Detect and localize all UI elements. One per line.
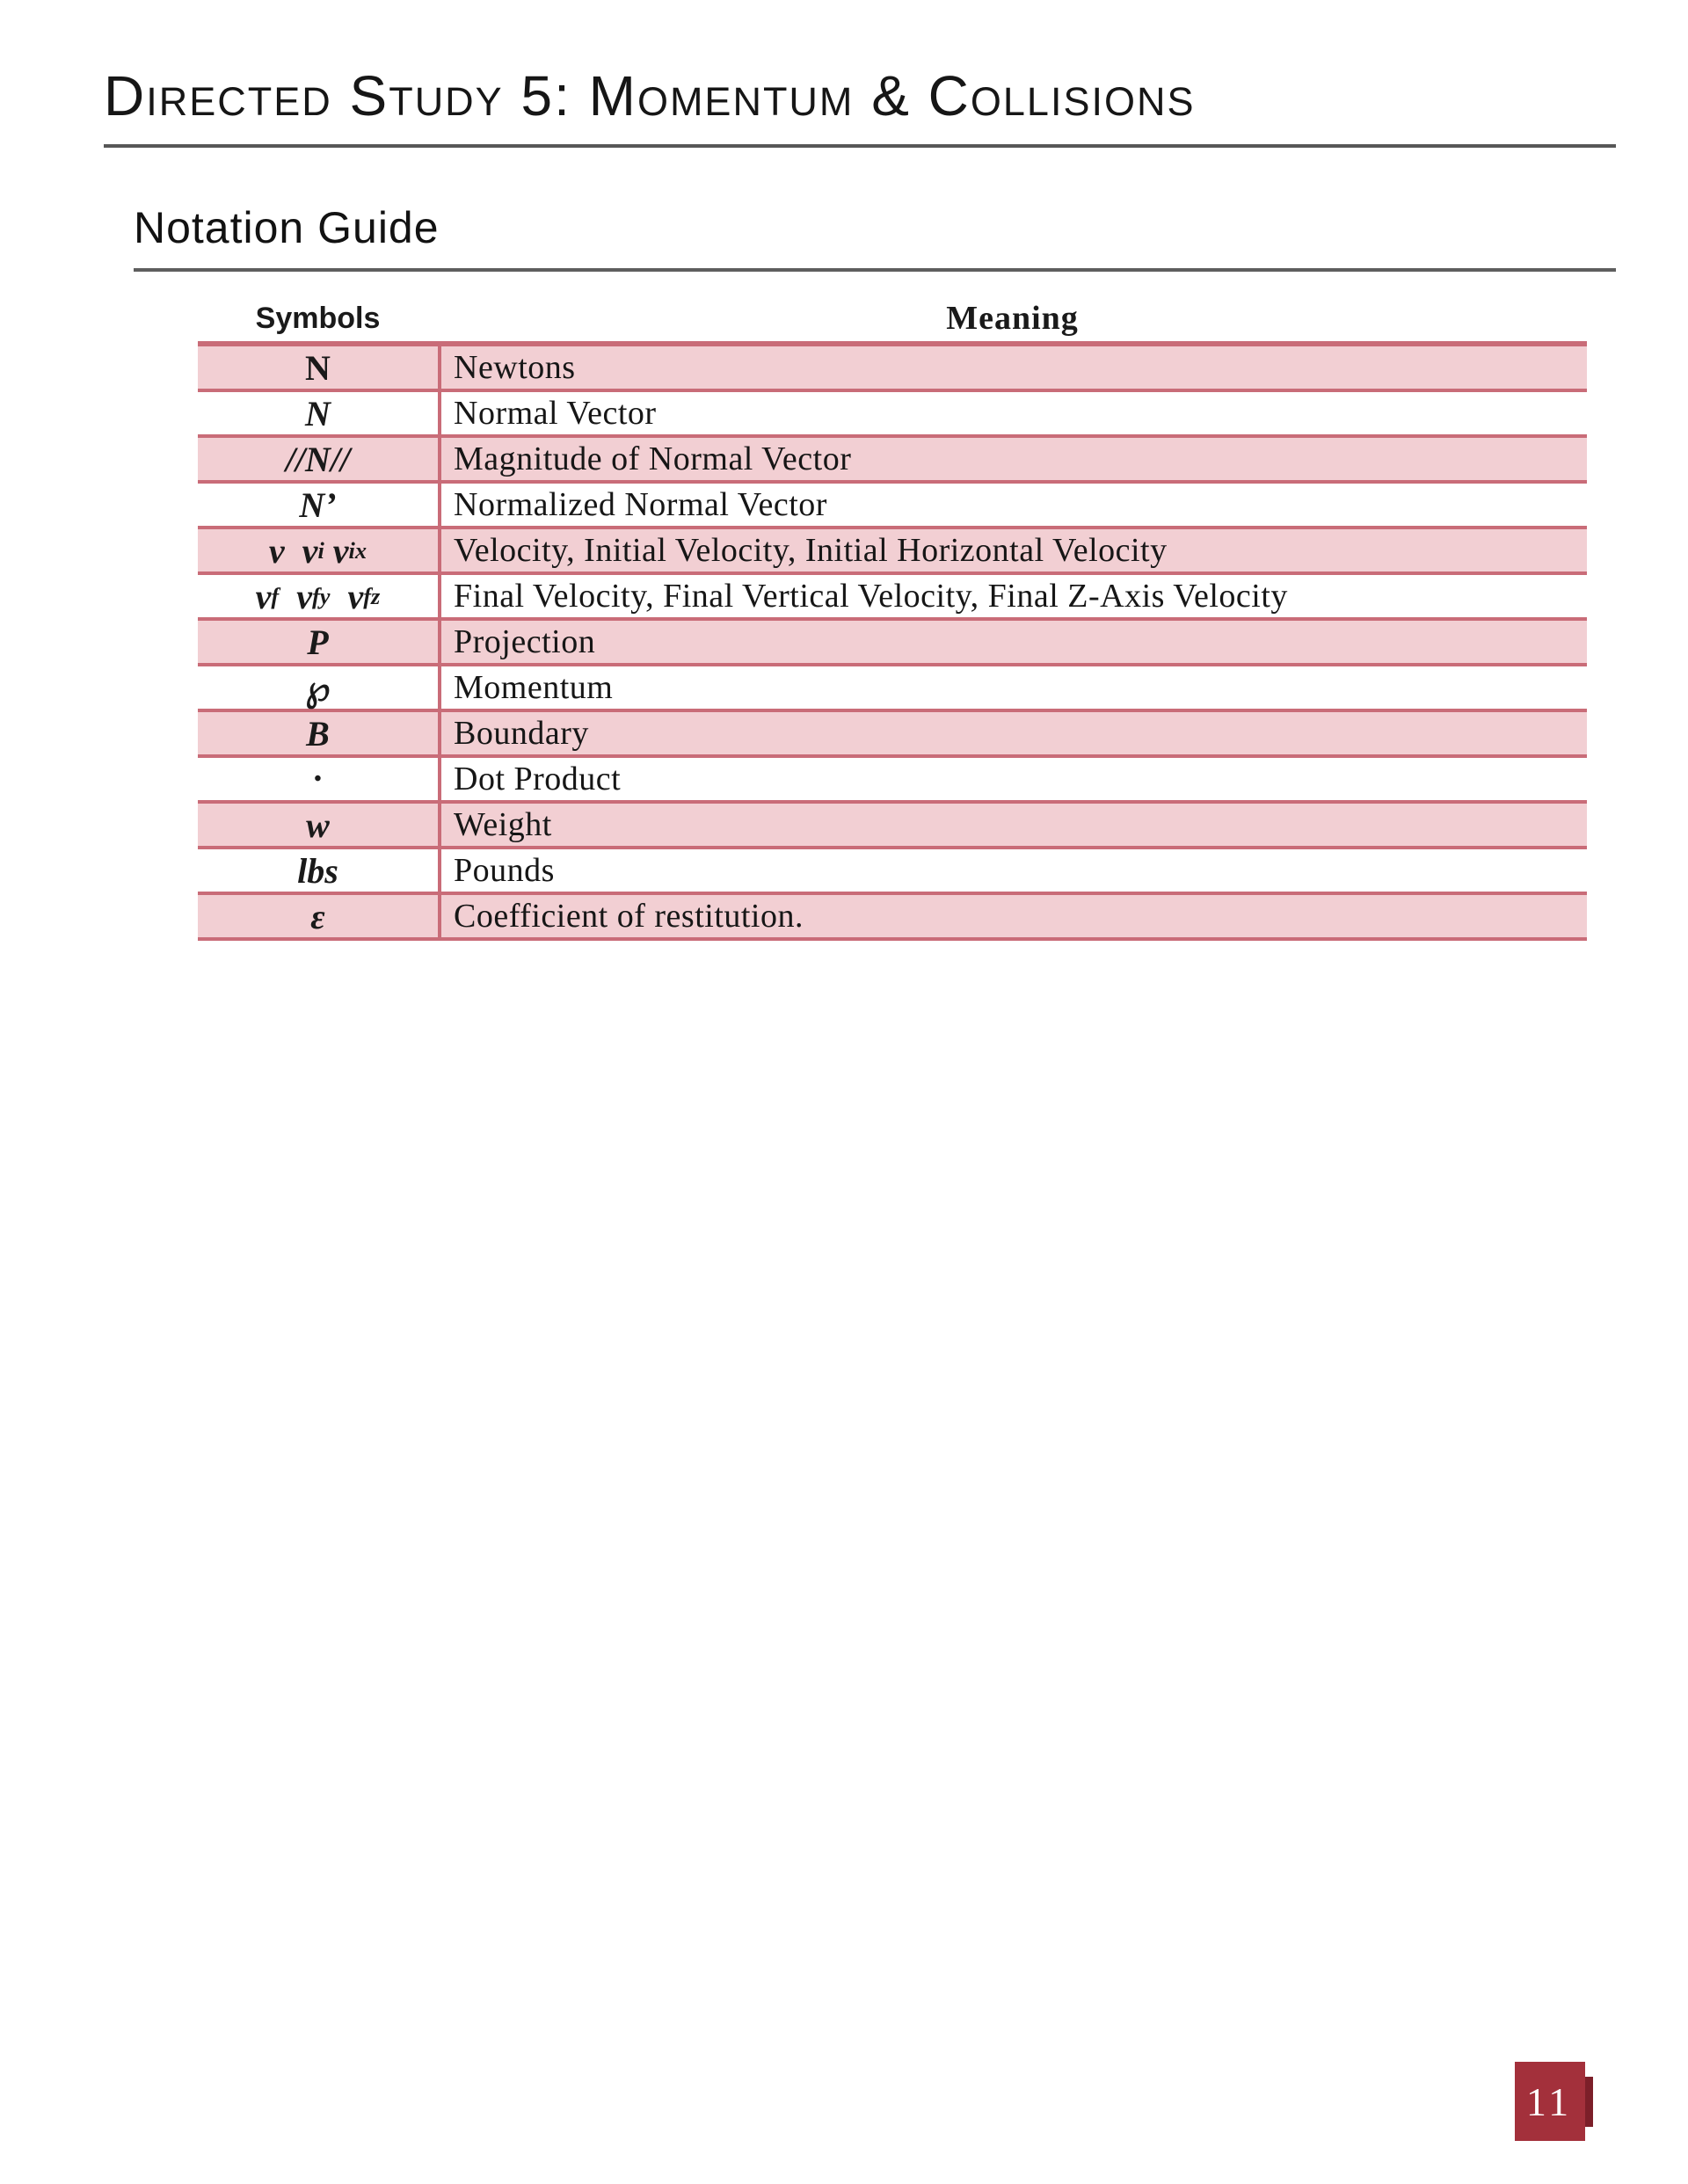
symbol-cell: B <box>198 712 441 754</box>
page-number-badge <box>1515 2062 1585 2141</box>
badge-tab-decoration <box>1585 2077 1593 2127</box>
meaning-cell: Magnitude of Normal Vector <box>454 440 852 477</box>
symbol-cell: N <box>198 346 441 389</box>
symbols-column-header: Symbols <box>255 302 381 335</box>
section-rule <box>134 268 1616 272</box>
notation-table <box>198 294 1587 941</box>
symbol-cell: • <box>198 758 441 800</box>
meaning-cell: Coefficient of restitution. <box>454 898 804 935</box>
symbol-cell: N’ <box>198 484 441 526</box>
table-row <box>198 346 1587 392</box>
table-body <box>198 341 1587 941</box>
page-number: 11 <box>1525 2078 1573 2124</box>
table-row <box>198 895 1587 941</box>
meaning-cell: Normal Vector <box>454 395 657 432</box>
meaning-cell: Newtons <box>454 349 576 386</box>
title-rule <box>104 144 1616 148</box>
meaning-cell: Momentum <box>454 669 614 706</box>
table-row <box>198 575 1587 621</box>
symbol-cell: //N// <box>198 438 441 480</box>
page-title: Directed Study 5: Momentum & Collisions <box>104 64 1196 127</box>
table-row <box>198 712 1587 758</box>
symbol-cell: lbs <box>198 849 441 892</box>
symbol-cell: w <box>198 804 441 846</box>
meaning-cell: Dot Product <box>454 761 622 797</box>
symbol-cell: ℘ <box>198 666 441 709</box>
table-row <box>198 849 1587 895</box>
table-row <box>198 621 1587 666</box>
symbol-cell: v f v fy v fz <box>198 575 441 617</box>
meaning-cell: Pounds <box>454 852 555 889</box>
meaning-cell: Boundary <box>454 715 589 752</box>
meaning-cell: Weight <box>454 806 552 843</box>
meaning-cell: Velocity, Initial Velocity, Initial Horizontal Velocity <box>454 532 1168 569</box>
table-row <box>198 529 1587 575</box>
table-row <box>198 666 1587 712</box>
symbol-cell: v v i v ix <box>198 529 441 571</box>
symbol-cell: ε <box>198 895 441 937</box>
table-header-row <box>198 294 1587 341</box>
meaning-cell: Final Velocity, Final Vertical Velocity, Final Z-Axis Velocity <box>454 578 1288 615</box>
symbol-cell: N <box>198 392 441 434</box>
table-row <box>198 438 1587 484</box>
meaning-cell: Projection <box>454 623 596 660</box>
table-row <box>198 804 1587 849</box>
meaning-column-header: Meaning <box>946 300 1079 337</box>
symbol-cell: P <box>198 621 441 663</box>
table-row <box>198 392 1587 438</box>
table-row <box>198 758 1587 804</box>
meaning-cell: Normalized Normal Vector <box>454 486 827 523</box>
section-heading: Notation Guide <box>134 203 440 252</box>
table-row <box>198 484 1587 529</box>
